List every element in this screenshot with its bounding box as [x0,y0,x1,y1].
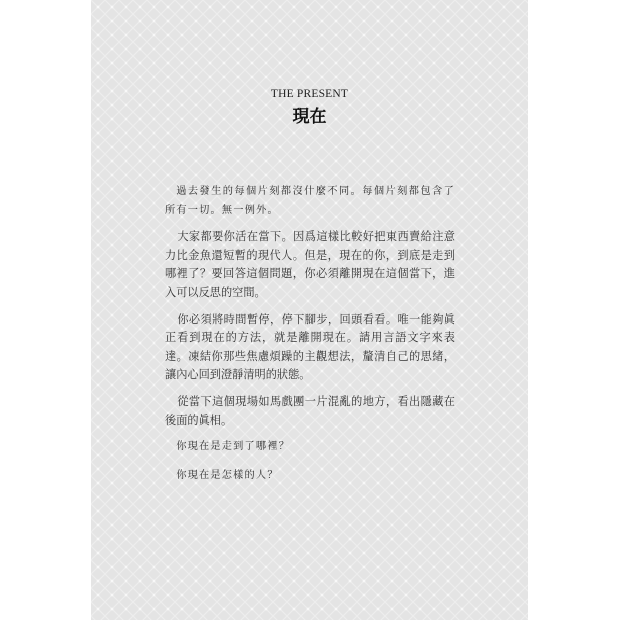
paragraph: 你必須將時間暫停，停下腳步，回頭看看。唯一能夠眞正看到現在的方法，就是離開現在。請用言語文字來表達。凍結你那些焦慮煩躁的主觀想法，釐清自己的思緒，讓內心回到澄靜清明的狀態。 [165,312,455,382]
chapter-title-chinese: 現在 [292,107,327,127]
reflection-question: 你現在是走到了哪裡？ [176,441,291,453]
chapter-body [165,183,455,495]
paragraph: 從當下這個現場如馬戲團一片混亂的地方，看出隱藏在後面的眞相。 [165,394,455,427]
paragraph: 大家都要你活在當下。因爲這樣比較好把東西賣給注意力比金魚還短暫的現代人。但是，現在的你，到底是走到哪裡了？要回答這個問題，你必須離開現在這個當下，進入可以反思的空間。 [165,230,455,299]
opening-quote: 過去發生的每個片刻都沒什麼不同。每個片刻都包含了所有一切。無一例外。 [165,186,455,216]
book-page [91,0,528,620]
chapter-title-english: THE PRESENT [270,88,349,100]
reflection-question: 你現在是怎樣的人？ [176,469,279,481]
